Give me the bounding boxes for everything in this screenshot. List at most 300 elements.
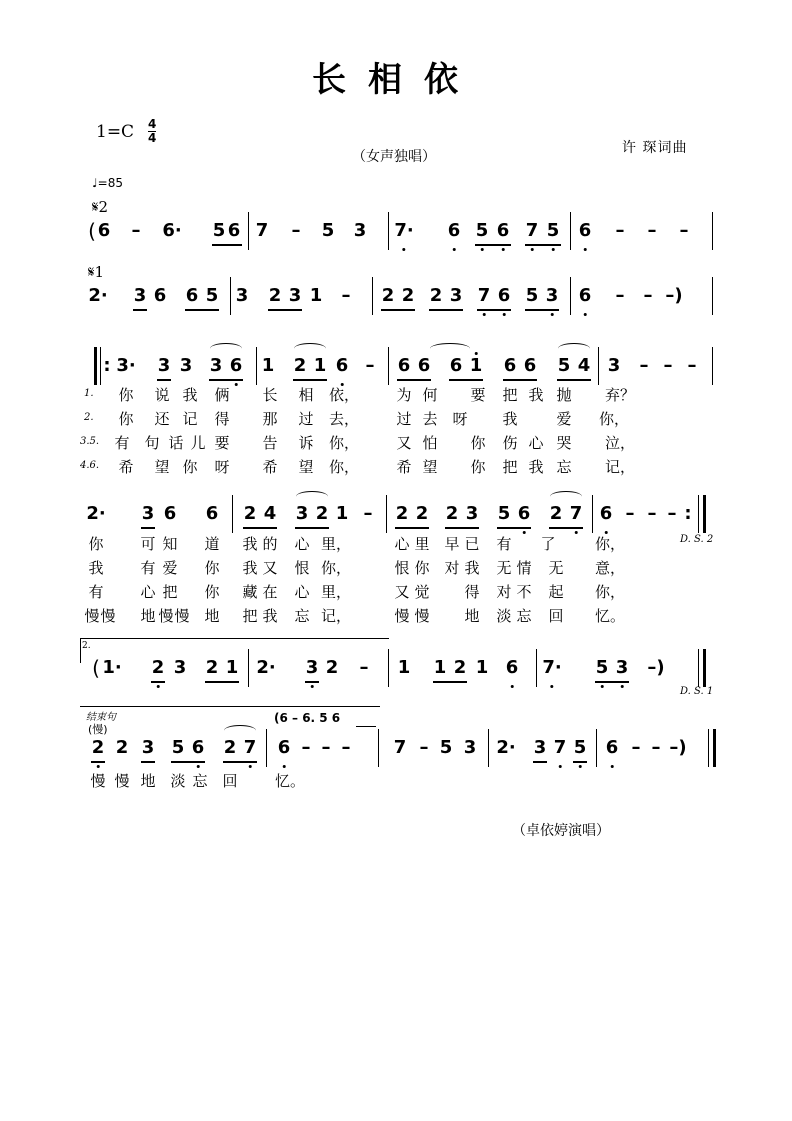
lyric: 儿 <box>190 434 206 452</box>
note: 2· <box>86 503 106 524</box>
lyric: 去， <box>328 410 360 428</box>
note: 1 <box>433 657 447 678</box>
note: 6 <box>449 355 463 376</box>
note: 5 <box>171 737 185 758</box>
lyric: 俩 <box>214 386 230 404</box>
lyric: 爱 <box>556 410 572 428</box>
note: 2· <box>496 737 516 758</box>
note: 6 <box>397 355 411 376</box>
lyric: 你 <box>118 386 134 404</box>
barline <box>712 347 713 385</box>
open-paren: ( <box>88 219 96 243</box>
lyric: 藏 <box>242 583 258 601</box>
score-line-4 <box>0 503 792 533</box>
lyric: 你， <box>320 559 352 577</box>
note: 6 <box>277 737 291 758</box>
lyric: 把 <box>502 458 518 476</box>
repeat-dots: : <box>684 503 692 524</box>
note: 3 <box>235 285 249 306</box>
underline <box>433 681 467 683</box>
note: 7· <box>394 220 414 241</box>
underline <box>157 379 171 381</box>
note: – <box>631 737 641 758</box>
underline <box>595 681 629 683</box>
note: 2 <box>243 503 257 524</box>
note: – <box>131 220 141 241</box>
lyric: 里， <box>320 583 352 601</box>
lyric: 句 <box>144 434 160 452</box>
note: – <box>643 285 653 306</box>
lyric: 你 <box>414 559 430 577</box>
lyric: 你 <box>204 583 220 601</box>
lyric: 忘 <box>294 607 310 625</box>
lyric: 呀 <box>452 410 468 428</box>
lyric: 忆。 <box>594 607 626 625</box>
note: 7 <box>477 285 491 306</box>
note: 5 <box>573 737 587 758</box>
note: 7 <box>393 737 407 758</box>
repeat-dots: : <box>103 355 111 376</box>
segno-mark-1: 𝄋1 <box>88 263 104 281</box>
note: 5 <box>546 220 560 241</box>
note: 1 <box>397 657 411 678</box>
note: – <box>291 220 301 241</box>
note: 2 <box>395 503 409 524</box>
note: 5 <box>595 657 609 678</box>
note: 3 <box>615 657 629 678</box>
barline <box>256 347 257 385</box>
lyric: 了 <box>540 535 556 553</box>
note: 6 <box>605 737 619 758</box>
underline <box>497 527 531 529</box>
end-barline <box>703 649 706 687</box>
barline <box>596 729 597 767</box>
underline <box>209 379 243 381</box>
note: 3· <box>116 355 136 376</box>
verse-number: 3.5. <box>80 436 100 447</box>
open-paren: ( <box>92 656 100 680</box>
note: 3 <box>449 285 463 306</box>
barline <box>372 277 373 315</box>
note: – <box>359 657 369 678</box>
underline <box>91 761 105 763</box>
note: – <box>341 737 351 758</box>
barline <box>698 495 699 533</box>
note: 1 <box>469 355 483 376</box>
note: – <box>363 503 373 524</box>
note: 4 <box>263 503 277 524</box>
repeat-barline <box>703 495 706 533</box>
lyrics-chorus-3 <box>0 581 792 603</box>
lyric: 慢 <box>414 607 430 625</box>
lyrics-chorus-1 <box>0 533 792 555</box>
score-line-6 <box>0 737 792 767</box>
lyric: 望 <box>298 458 314 476</box>
underline <box>449 379 483 381</box>
note: 3 <box>141 737 155 758</box>
lyric: 有 <box>140 559 156 577</box>
underline <box>268 309 302 311</box>
note: 3 <box>305 657 319 678</box>
lyric: 地 <box>204 607 220 625</box>
note: 3 <box>179 355 193 376</box>
underline <box>445 527 479 529</box>
note: 6 <box>505 657 519 678</box>
lyric: 心 <box>140 583 156 601</box>
lyric: 为 <box>396 386 412 404</box>
barline <box>230 277 231 315</box>
lyric: 希 <box>118 458 134 476</box>
underline <box>525 244 561 246</box>
tie <box>430 343 470 354</box>
note: 6 <box>599 503 613 524</box>
underline <box>573 761 587 763</box>
barline <box>388 347 389 385</box>
note: 6 <box>503 355 517 376</box>
note: 1 <box>313 355 327 376</box>
underline <box>397 379 431 381</box>
underline <box>305 681 319 683</box>
barline <box>388 212 389 250</box>
lyric: 抛 <box>556 386 572 404</box>
score-line-2 <box>0 285 792 315</box>
note: 2· <box>256 657 276 678</box>
note: 1 <box>261 355 275 376</box>
lyric: 记， <box>320 607 352 625</box>
lyric: 里 <box>414 535 430 553</box>
lyric: 有 <box>496 535 512 553</box>
lyrics-chorus-4 <box>0 605 792 627</box>
note: – <box>679 220 689 241</box>
note: 5 <box>205 285 219 306</box>
note: – <box>647 503 657 524</box>
lyric: 话 <box>168 434 184 452</box>
underline <box>243 527 277 529</box>
note: 7 <box>243 737 257 758</box>
note: 2 <box>115 737 129 758</box>
underline <box>503 379 537 381</box>
note: 2 <box>205 657 219 678</box>
lyric: 慢 <box>394 607 410 625</box>
lyrics-verse-4 <box>0 456 792 478</box>
tempo-mark: ♩=85 <box>92 176 123 190</box>
lyric: 过 <box>298 410 314 428</box>
lyric: 哭 <box>556 434 572 452</box>
note: 5 <box>557 355 571 376</box>
lyric: 地 <box>140 607 156 625</box>
lyric: 忘 <box>516 607 532 625</box>
barline <box>378 729 379 767</box>
barline <box>698 649 699 687</box>
key-signature: 1=C <box>96 122 135 142</box>
note: 2 <box>325 657 339 678</box>
lyric: 你， <box>328 458 360 476</box>
lyric: 你 <box>470 434 486 452</box>
note: – <box>639 355 649 376</box>
lyric: 泣， <box>604 434 636 452</box>
note: 6 <box>497 285 511 306</box>
lyric: 里， <box>320 535 352 553</box>
lyric: 怕 <box>422 434 438 452</box>
lyric: 慢 <box>100 607 116 625</box>
note: 2 <box>445 503 459 524</box>
lyric: 把 <box>242 607 258 625</box>
note: 3 <box>545 285 559 306</box>
underline <box>133 309 147 311</box>
lyric: 心 <box>528 434 544 452</box>
lyrics-verse-1 <box>0 384 792 406</box>
note: 3 <box>607 355 621 376</box>
lyric: 起 <box>548 583 564 601</box>
barline <box>708 729 709 767</box>
barline <box>266 729 267 767</box>
slur <box>294 343 326 354</box>
lyric: 觉 <box>414 583 430 601</box>
note: 2· <box>88 285 108 306</box>
note: – <box>365 355 375 376</box>
slur <box>550 491 582 502</box>
lyric: 道 <box>204 535 220 553</box>
note: 2 <box>429 285 443 306</box>
underline <box>223 761 257 763</box>
note: – <box>301 737 311 758</box>
note: 2 <box>549 503 563 524</box>
note: 7· <box>542 657 562 678</box>
lyric: 要 <box>214 434 230 452</box>
note: 6 <box>578 285 592 306</box>
lyric: 望 <box>154 458 170 476</box>
lyric: 忘 <box>192 772 208 790</box>
score-line-1 <box>0 220 792 250</box>
note: 1 <box>475 657 489 678</box>
lyric: 我 <box>502 410 518 428</box>
volta-label: 2. <box>82 641 91 651</box>
song-title: 长相依 <box>312 60 480 100</box>
lyric: 你， <box>598 410 630 428</box>
lyric: 回 <box>222 772 238 790</box>
underline <box>477 309 511 311</box>
note: 2 <box>151 657 165 678</box>
score-line-5 <box>0 657 792 687</box>
note: 6 <box>417 355 431 376</box>
underline <box>151 681 165 683</box>
lyric: 对 <box>444 559 460 577</box>
underline <box>475 244 511 246</box>
lyric: 无 <box>496 559 512 577</box>
barline <box>712 212 713 250</box>
lyric: 淡 <box>496 607 512 625</box>
lyric: 我 <box>182 386 198 404</box>
lyric: 心 <box>294 583 310 601</box>
underline <box>293 379 327 381</box>
note: 2 <box>453 657 467 678</box>
lyric: 说 <box>154 386 170 404</box>
note: 1 <box>335 503 349 524</box>
barline <box>536 649 537 687</box>
lyric: 早 <box>444 535 460 553</box>
verse-number: 1. <box>84 388 94 399</box>
lyric: 过 <box>396 410 412 428</box>
lyric: 可 <box>140 535 156 553</box>
verse-number: 4.6. <box>80 460 100 471</box>
note: 6· <box>162 220 182 241</box>
meter-bottom: 4 <box>148 131 157 145</box>
ending-label: 结束句 <box>86 712 116 723</box>
note: 6 <box>163 503 177 524</box>
lyric: 伤 <box>502 434 518 452</box>
note: 6 <box>447 220 461 241</box>
note: 7 <box>255 220 269 241</box>
lyric: 还 <box>154 410 170 428</box>
lyric: 你 <box>204 559 220 577</box>
time-signature <box>148 118 156 145</box>
note: 6 <box>191 737 205 758</box>
note: 1· <box>102 657 122 678</box>
lyric: 我 <box>242 559 258 577</box>
lyric: 望 <box>422 458 438 476</box>
lyric: 你， <box>594 583 626 601</box>
lyric: 慢 <box>174 607 190 625</box>
lyric: 淡 <box>170 772 186 790</box>
lyric: 希 <box>396 458 412 476</box>
lyric: 呀 <box>214 458 230 476</box>
note: 7 <box>569 503 583 524</box>
underline <box>356 726 376 727</box>
note: 2 <box>223 737 237 758</box>
note: 3 <box>353 220 367 241</box>
ending-alt-notes: (6 – 6. 5 6 <box>274 711 341 725</box>
author-credit: 许 琛词曲 <box>622 140 688 156</box>
lyric: 慢 <box>158 607 174 625</box>
barline <box>388 649 389 687</box>
lyric: 你， <box>328 434 360 452</box>
underline <box>557 379 591 381</box>
lyric: 无 <box>548 559 564 577</box>
note: 6 <box>227 220 241 241</box>
note: 5 <box>439 737 453 758</box>
underline <box>212 244 242 246</box>
note: 5 <box>321 220 335 241</box>
lyric: 又 <box>262 559 278 577</box>
tempo-slow: (慢) <box>88 723 108 736</box>
barline <box>248 212 249 250</box>
underline <box>295 527 329 529</box>
lyric: 心 <box>294 535 310 553</box>
underline <box>395 527 429 529</box>
note: 2 <box>415 503 429 524</box>
lyric: 又 <box>394 583 410 601</box>
barline <box>598 347 599 385</box>
note: 3 <box>173 657 187 678</box>
note: 7 <box>525 220 539 241</box>
note: 3 <box>463 737 477 758</box>
underline <box>141 761 155 763</box>
slur <box>210 343 242 354</box>
lyric: 意， <box>594 559 626 577</box>
lyric: 慢 <box>90 772 106 790</box>
lyric: 你 <box>118 410 134 428</box>
barline <box>592 495 593 533</box>
lyric: 告 <box>262 434 278 452</box>
ds2-mark: D. S. 2 <box>680 534 714 545</box>
underline <box>185 309 219 311</box>
lyric: 要 <box>470 386 486 404</box>
barline <box>386 495 387 533</box>
note: 3 <box>295 503 309 524</box>
slur <box>558 343 590 354</box>
note: 3 <box>133 285 147 306</box>
note: 2 <box>381 285 395 306</box>
note: 6 <box>205 503 219 524</box>
lyric: 地 <box>464 607 480 625</box>
lyric: 恨 <box>294 559 310 577</box>
note: 5 <box>497 503 511 524</box>
note: 2 <box>91 737 105 758</box>
barline <box>488 729 489 767</box>
lyrics-chorus-2 <box>0 557 792 579</box>
verse-number: 2. <box>84 412 94 423</box>
lyric: 地 <box>140 772 156 790</box>
underline <box>525 309 559 311</box>
ds1-mark: D. S. 1 <box>680 686 714 697</box>
lyric: 在 <box>262 583 278 601</box>
note: – <box>663 355 673 376</box>
underline <box>429 309 463 311</box>
lyric: 你 <box>88 535 104 553</box>
lyric: 慢 <box>114 772 130 790</box>
lyric: 我 <box>262 607 278 625</box>
lyric: 回 <box>548 607 564 625</box>
end-barline <box>713 729 716 767</box>
note: – <box>687 355 697 376</box>
lyric: 对 <box>496 583 512 601</box>
note: 3 <box>209 355 223 376</box>
lyric: 知 <box>162 535 178 553</box>
lyric: 得 <box>464 583 480 601</box>
note: 3 <box>288 285 302 306</box>
underline <box>141 527 155 529</box>
lyric: 忘 <box>556 458 572 476</box>
lyric: 恨 <box>394 559 410 577</box>
lyrics-verse-3 <box>0 432 792 454</box>
lyric: 我 <box>528 386 544 404</box>
note: 6 <box>523 355 537 376</box>
note: 2 <box>315 503 329 524</box>
lyric: 诉 <box>298 434 314 452</box>
barline <box>570 277 571 315</box>
lyric: 有 <box>114 434 130 452</box>
lyric: 去 <box>422 410 438 428</box>
note: 3 <box>533 737 547 758</box>
segno-mark-2: 𝄋2 <box>92 198 108 216</box>
lyric: 何 <box>422 386 438 404</box>
note: 7 <box>553 737 567 758</box>
lyric: 心 <box>394 535 410 553</box>
barline <box>248 649 249 687</box>
underline <box>549 527 583 529</box>
note: 4 <box>577 355 591 376</box>
lyric: 我 <box>464 559 480 577</box>
barline <box>232 495 233 533</box>
note: – <box>647 220 657 241</box>
lyric: 你 <box>182 458 198 476</box>
lyric: 我 <box>528 458 544 476</box>
note: 5 <box>475 220 489 241</box>
lyrics-ending <box>0 770 792 792</box>
slur <box>224 725 256 736</box>
note: 6 <box>578 220 592 241</box>
lyric: 已 <box>464 535 480 553</box>
